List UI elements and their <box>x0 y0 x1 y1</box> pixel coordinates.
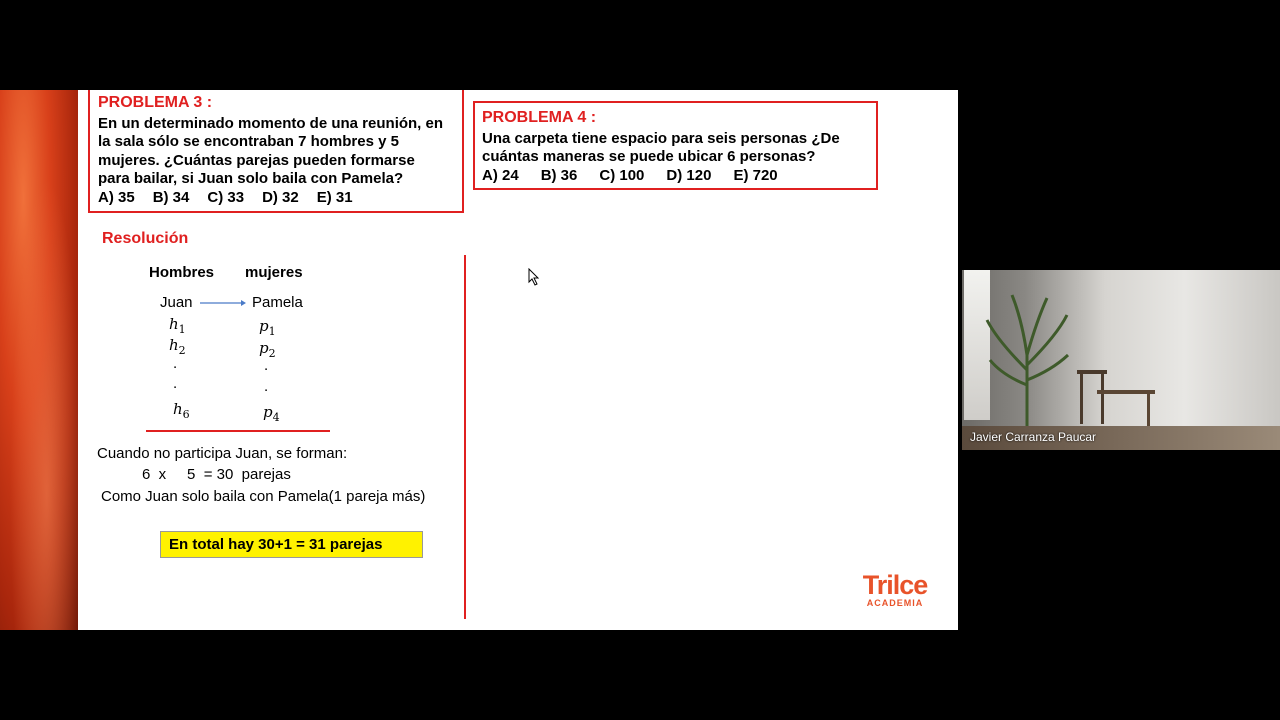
problem-3-options <box>98 189 462 208</box>
bench-icon <box>1077 368 1157 428</box>
header-mujeres: mujeres <box>245 264 303 281</box>
option-e: E) 31 <box>316 188 353 206</box>
red-underline <box>146 430 330 432</box>
resolution-line-2: 6 x 5 = 30 parejas <box>142 466 291 483</box>
option-b: B) 34 <box>152 188 190 206</box>
name-juan: Juan <box>160 294 193 311</box>
option-d: D) 32 <box>262 188 299 206</box>
option-c: C) 100 <box>599 166 645 184</box>
resolution-line-3: Como Juan solo baila con Pamela(1 pareja más) <box>101 488 426 505</box>
mouse-cursor-icon <box>528 268 540 286</box>
option-a: A) 24 <box>482 166 519 184</box>
var-h1: $h_1$ <box>169 315 186 336</box>
problem-3-box <box>88 90 464 213</box>
ellipsis-dot: . <box>264 378 269 395</box>
var-p1: $p_1$ <box>259 317 276 338</box>
problem-3-text: En un determinado momento de una reunión, en la sala sólo se encontraban 7 hombres y 5 mujeres. ¿Cuántas parejas pueden formarse para bailar, si Juan solo baila con Pamela? <box>98 114 444 187</box>
option-c: C) 33 <box>207 188 245 206</box>
ellipsis-dot: . <box>173 375 178 392</box>
header-hombres: Hombres <box>149 264 215 281</box>
total-answer-box: En total hay 30+1 = 31 parejas <box>160 531 423 558</box>
problem-3-title: PROBLEMA 3 : <box>98 94 213 111</box>
option-d: D) 120 <box>666 166 712 184</box>
problem-4-title: PROBLEMA 4 : <box>482 109 597 126</box>
logo-word: Trilce <box>862 570 928 600</box>
resolution-title: Resolución <box>102 230 189 247</box>
option-e: E) 720 <box>733 166 778 184</box>
var-p2: $p_2$ <box>259 339 276 360</box>
problem-4-box <box>473 101 878 190</box>
logo-subtitle: ACADEMIA <box>866 598 924 608</box>
name-pamela: Pamela <box>252 294 303 311</box>
option-b: B) 36 <box>540 166 578 184</box>
vertical-divider <box>464 255 466 619</box>
option-a: A) 35 <box>98 188 135 206</box>
resolution-line-1: Cuando no participa Juan, se forman: <box>97 445 348 462</box>
decorative-photo <box>0 90 78 630</box>
presentation-slide <box>0 90 958 630</box>
trilce-logo <box>855 570 935 608</box>
problem-4-options <box>482 167 876 186</box>
participant-name: Javier Carranza Paucar <box>970 430 1097 444</box>
arrow-right-icon <box>199 298 247 308</box>
var-h2: $h_2$ <box>169 336 186 357</box>
participant-video-tile[interactable] <box>962 270 1280 450</box>
ellipsis-dot: . <box>264 357 269 374</box>
var-p4: $p_4$ <box>263 403 280 424</box>
problem-4-text: Una carpeta tiene espacio para seis personas ¿De cuántas maneras se puede ubicar 6 personas? <box>482 129 840 165</box>
plant-icon <box>982 290 1072 430</box>
ellipsis-dot: . <box>173 355 178 372</box>
var-h6: $h_6$ <box>173 400 190 421</box>
